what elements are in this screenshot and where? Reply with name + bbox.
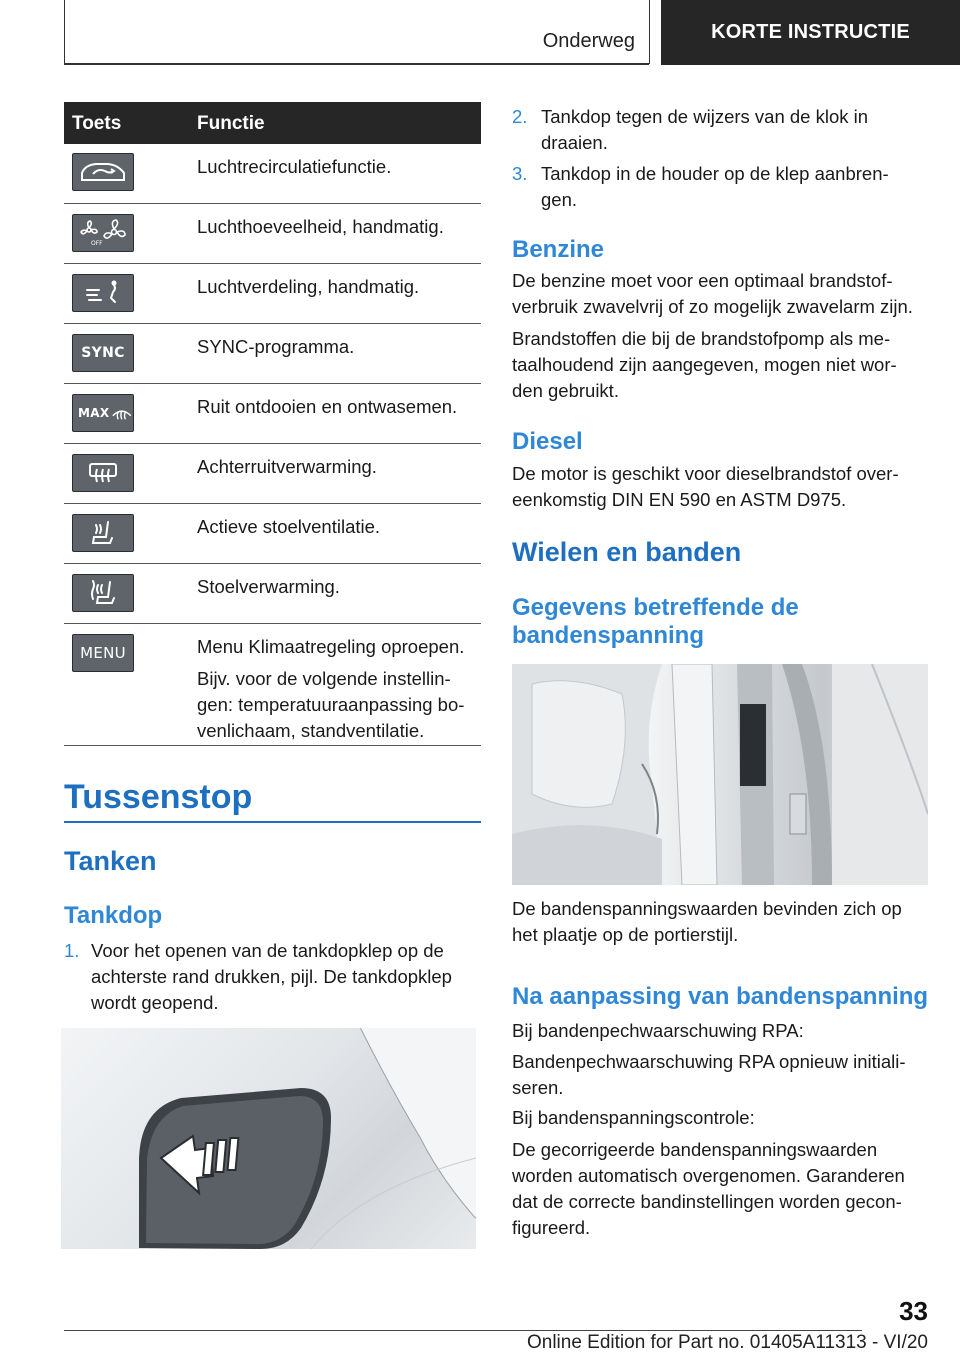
function-text: SYNC-programma. <box>197 336 355 357</box>
step-1 <box>64 938 481 1018</box>
heading-rule <box>64 821 481 823</box>
rear-window-heating-icon <box>72 454 134 492</box>
table-row <box>64 504 481 564</box>
seat-heating-icon <box>72 574 134 612</box>
step-number: 1. <box>64 940 80 961</box>
step-text: Tankdop tegen de wijzers van de klok in draaien. <box>541 106 869 153</box>
climate-keys-table <box>64 102 481 746</box>
svg-text:OFF: OFF <box>91 240 103 247</box>
header-rule-bottom <box>64 63 649 65</box>
table-row <box>64 564 481 624</box>
heading-benzine: Benzine <box>512 236 605 263</box>
step-number: 2. <box>512 106 528 127</box>
heading-tanken: Tanken <box>64 846 157 876</box>
section-title: Onderweg <box>542 30 635 52</box>
function-text: Actieve stoelventilatie. <box>197 516 381 537</box>
function-text: Menu Klimaatregeling oproepen. <box>197 636 465 657</box>
table-row <box>64 204 481 264</box>
table-row <box>64 324 481 384</box>
table-row <box>64 444 481 504</box>
footer-rule <box>64 1330 862 1331</box>
air-recirculation-icon <box>72 153 134 191</box>
max-key-label: MAX <box>78 406 110 420</box>
heading-tankdop: Tankdop <box>64 902 163 929</box>
footer-edition: Online Edition for Part no. 01405A11313 - VI/20 <box>526 1332 928 1353</box>
function-text: Ruit ontdooien en ontwasemen. <box>197 396 458 417</box>
table-header <box>64 102 481 144</box>
function-text: Stoelverwarming. <box>197 576 340 597</box>
sync-icon <box>72 334 134 372</box>
sync-key-label: SYNC <box>81 345 125 361</box>
heading-wielen-en-banden: Wielen en banden <box>512 537 742 567</box>
max-defrost-icon <box>72 394 134 432</box>
diesel-paragraph: De motor is geschikt voor dieselbrandstof over- eenkomstig DIN EN 590 en ASTM D975. <box>512 463 899 510</box>
chapter-tab: KORTE INSTRUCTIE <box>661 0 960 65</box>
benzine-paragraph-1: De benzine moet voor een optimaal brandstof- verbruik zwavelvrij of zo mogelijk zwavelarm zijn. <box>512 270 913 317</box>
header-rule-left <box>64 0 65 64</box>
heading-diesel: Diesel <box>512 428 583 455</box>
function-text: Achterruitverwarming. <box>197 456 377 477</box>
function-text: Luchthoeveelheid, handmatig. <box>197 216 444 237</box>
fan-speed-icon <box>72 214 134 252</box>
function-extra-text: Bijv. voor de volgende instellin- gen: temperatuuraanpassing bo- venlichaam, standventilatie. <box>197 668 465 741</box>
function-cell <box>197 634 481 750</box>
pressure-paragraph: De bandenspanningswaarden bevinden zich op het plaatje op de portierstijl. <box>512 898 902 945</box>
menu-icon <box>72 634 134 672</box>
adjust-paragraph-1: Bij bandenpechwaarschuwing RPA: <box>512 1020 804 1041</box>
column-header-key: Toets <box>72 113 122 134</box>
heading-tussenstop: Tussenstop <box>64 778 253 816</box>
step-text: Voor het openen van de tankdopklep op de achterste rand drukken, pijl. De tankdopklep wordt geopend. <box>91 940 452 1013</box>
heading-bandenspanning: Gegevens betreffende de bandenspanning <box>512 594 799 649</box>
step-3 <box>512 161 928 217</box>
table-row <box>64 624 481 746</box>
benzine-paragraph-2: Brandstoffen die bij de brandstofpomp als me- taalhoudend zijn aangegeven, mogen niet wor- den gebruikt. <box>512 328 897 401</box>
column-header-function: Functie <box>197 113 265 134</box>
table-row <box>64 384 481 444</box>
door-pillar-image <box>512 664 928 885</box>
fuel-flap-image <box>61 1028 476 1249</box>
function-text: Luchtrecirculatiefunctie. <box>197 156 392 177</box>
air-distribution-icon <box>72 274 134 312</box>
adjust-paragraph-3: Bij bandenspanningscontrole: <box>512 1107 755 1128</box>
function-text: Luchtverdeling, handmatig. <box>197 276 420 297</box>
header-separator <box>649 0 650 64</box>
step-number: 3. <box>512 163 528 184</box>
menu-key-label: MENU <box>80 644 126 662</box>
step-2 <box>512 104 928 160</box>
table-row <box>64 144 481 204</box>
seat-ventilation-icon <box>72 514 134 552</box>
table-row <box>64 264 481 324</box>
adjust-paragraph-2: Bandenpechwaarschuwing RPA opnieuw initiali- seren. <box>512 1051 906 1098</box>
heading-na-aanpassing: Na aanpassing van bandenspanning <box>512 983 929 1010</box>
step-text: Tankdop in de houder op de klep aanbren- gen. <box>541 163 889 210</box>
adjust-paragraph-4: De gecorrigeerde bandenspanningswaarden worden automatisch overgenomen. Garanderen dat de correcte bandinstellingen worden gecon- figureerd. <box>512 1139 905 1238</box>
page-number: 33 <box>899 1296 928 1326</box>
